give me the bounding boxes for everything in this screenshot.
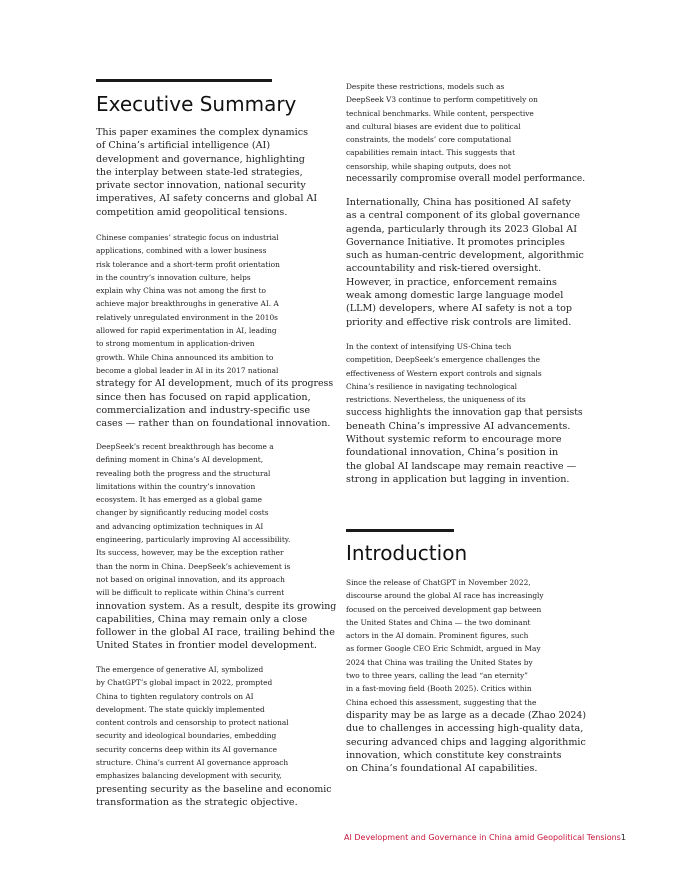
text-line: Its success, however, may be the exception rather — [96, 548, 284, 558]
text-line: the interplay between state-led strategies, — [96, 166, 303, 178]
text-line: This paper examines the complex dynamics — [96, 127, 309, 138]
text-line: China to tighten regulatory controls on AI — [96, 691, 254, 701]
text-line: become a global leader in AI in its 2017 national — [96, 365, 279, 375]
text-line: structure. China’s current AI governance approach — [96, 758, 289, 768]
text-line: by ChatGPT’s global impact in 2022, prompted — [96, 678, 273, 688]
text-line: since then has focused on rapid application, — [96, 391, 311, 403]
introduction-paragraph-1 — [346, 576, 586, 775]
summary-paragraph-1 — [96, 126, 317, 219]
text-line: (LLM) developers, where AI safety is not a top — [346, 303, 573, 315]
text-line: imperatives, AI safety concerns and global AI — [96, 193, 318, 205]
text-line: risk tolerance and a short-term profit orientation — [96, 259, 280, 269]
text-line: development. The state quickly implemented — [96, 704, 265, 714]
running-footer-title: AI Development and Governance in China amid Geopolitical Tensions — [344, 833, 621, 842]
text-line: Without systemic reform to encourage more — [346, 434, 562, 446]
text-line: censorship, while shaping outputs, does not — [346, 161, 511, 171]
text-line: cases — rather than on foundational innovation. — [96, 418, 331, 430]
page-number: 1 — [620, 833, 626, 842]
text-line: competition, DeepSeek’s emergence challenges the — [346, 355, 540, 365]
text-line: securing advanced chips and lagging algorithmic — [346, 736, 586, 748]
text-line: limitations within the country’s innovation — [96, 481, 256, 491]
text-line: growth. While China announced its ambition to — [96, 352, 274, 362]
text-line: such as human-centric development, algorithmic — [346, 250, 584, 262]
text-line: strong in application but lagging in invention. — [346, 473, 570, 485]
text-line: defining moment in China’s AI development, — [96, 455, 264, 465]
text-line: on China’s foundational AI capabilities. — [346, 763, 538, 775]
text-line: strategy for AI development, much of its progress — [96, 378, 334, 390]
text-line: Governance Initiative. It promotes principles — [346, 236, 565, 248]
text-line: In the context of intensifying US-China tech — [346, 342, 512, 351]
summary-paragraph-6 — [346, 196, 584, 329]
text-line: However, in practice, enforcement remains — [346, 276, 557, 288]
summary-paragraph-3 — [96, 440, 336, 653]
text-line: security and ideological boundaries, embedding — [96, 731, 277, 741]
text-line: China echoed this assessment, suggesting that the — [346, 697, 537, 707]
summary-paragraph-4 — [96, 663, 331, 809]
text-line: discourse around the global AI race has increasingly — [346, 591, 544, 601]
text-line: United States in frontier model development. — [96, 640, 317, 652]
text-line: than the norm in China. DeepSeek’s achievement is — [96, 561, 291, 571]
executive-summary-heading: Executive Summary — [96, 92, 297, 116]
text-line: the global AI landscape may remain reactive — — [346, 460, 577, 472]
text-line: DeepSeek V3 continue to perform competitively on — [346, 95, 538, 105]
text-line: not based on original innovation, and its approach — [96, 574, 285, 584]
text-line: relatively unregulated environment in the 2010s — [96, 312, 278, 322]
text-line: development and governance, highlighting — [96, 153, 305, 165]
text-line: transformation as the strategic objective. — [96, 796, 298, 808]
text-line: priority and effective risk controls are limited. — [346, 316, 572, 328]
text-line: restrictions. Nevertheless, the uniqueness of its — [346, 395, 526, 405]
text-line: engineering, particularly improving AI accessibility. — [96, 535, 291, 545]
text-line: as a central component of its global governance — [346, 210, 581, 222]
text-line: innovation system. As a result, despite its growing — [96, 600, 337, 612]
text-line: commercialization and industry-specific use — [96, 404, 311, 416]
text-line: and cultural biases are evident due to political — [346, 121, 521, 131]
section-rule — [96, 79, 272, 82]
text-line: The emergence of generative AI, symbolized — [96, 665, 264, 674]
text-line: accountability and risk-tiered oversight. — [346, 263, 542, 275]
text-line: effectiveness of Western export controls and signals — [346, 368, 542, 378]
text-line: the United States and China — the two dominant — [346, 617, 531, 627]
text-line: China’s resilience in navigating technological — [346, 381, 517, 391]
text-line: weak among domestic large language model — [346, 290, 564, 302]
text-line: as former Google CEO Eric Schmidt, argued in May — [346, 644, 541, 654]
text-line: success highlights the innovation gap that persists — [346, 407, 583, 419]
text-line: actors in the AI domain. Prominent figures, such — [346, 631, 529, 641]
text-line: DeepSeek’s recent breakthrough has become a — [96, 442, 274, 451]
text-line: and advancing optimization techniques in AI — [96, 521, 264, 531]
introduction-heading: Introduction — [346, 541, 468, 565]
summary-paragraph-7 — [346, 340, 583, 486]
text-line: follower in the global AI race, trailing behind the — [96, 627, 335, 639]
text-line: presenting security as the baseline and economic — [96, 783, 332, 795]
text-line: to strong momentum in application-driven — [96, 339, 255, 349]
text-line: constraints, the models’ core computational — [346, 135, 512, 145]
text-line: emphasizes balancing development with security, — [96, 771, 282, 781]
text-line: changer by significantly reducing model costs — [96, 508, 269, 518]
text-line: foundational innovation, China’s position in — [346, 447, 559, 459]
text-line: ecosystem. It has emerged as a global game — [96, 495, 263, 505]
text-line: Despite these restrictions, models such as — [346, 82, 505, 91]
text-line: due to challenges in accessing high-quality data, — [346, 723, 584, 735]
text-line: 2024 that China was trailing the United States by — [346, 657, 533, 667]
summary-paragraph-2 — [96, 231, 333, 430]
summary-paragraph-5 — [346, 80, 585, 186]
text-line: in a fast-moving field (Booth 2025). Critics within — [346, 684, 532, 694]
text-line: Internationally, China has positioned AI safety — [346, 197, 571, 208]
text-line: capabilities remain intact. This suggests that — [346, 148, 516, 158]
text-line: competition amid geopolitical tensions. — [96, 206, 288, 218]
text-line: necessarily compromise overall model performance. — [346, 174, 586, 185]
text-line: achieve major breakthroughs in generative AI. A — [96, 299, 279, 309]
text-line: of China’s artificial intelligence (AI) — [96, 140, 271, 152]
text-line: two to three years, calling the lead “an eternity” — [346, 671, 528, 681]
text-line: technical benchmarks. While content, perspective — [346, 108, 534, 118]
text-line: innovation, which constitute key constraints — [346, 749, 562, 761]
text-line: in the country’s innovation culture, helps — [96, 272, 251, 282]
text-line: Chinese companies’ strategic focus on industrial — [96, 233, 279, 242]
text-line: explain why China was not among the first to — [96, 286, 266, 296]
section-rule — [346, 529, 454, 532]
text-line: beneath China’s impressive AI advancements. — [346, 420, 571, 432]
text-line: agenda, particularly through its 2023 Global AI — [346, 223, 578, 235]
text-line: capabilities, China may remain only a close — [96, 613, 308, 625]
text-line: focused on the perceived development gap between — [346, 604, 542, 614]
text-line: revealing both the progress and the structural — [96, 468, 271, 478]
text-line: security concerns deep within its AI governance — [96, 744, 277, 754]
text-line: will be difficult to replicate within China’s current — [96, 588, 285, 598]
text-line: Since the release of ChatGPT in November 2022, — [346, 578, 531, 587]
text-line: applications, combined with a lower business — [96, 246, 267, 256]
text-line: content controls and censorship to protect national — [96, 718, 289, 728]
text-line: private sector innovation, national security — [96, 180, 306, 192]
text-line: allowed for rapid experimentation in AI, leading — [96, 326, 277, 336]
text-line: disparity may be as large as a decade (Zhao 2024) — [346, 709, 586, 721]
